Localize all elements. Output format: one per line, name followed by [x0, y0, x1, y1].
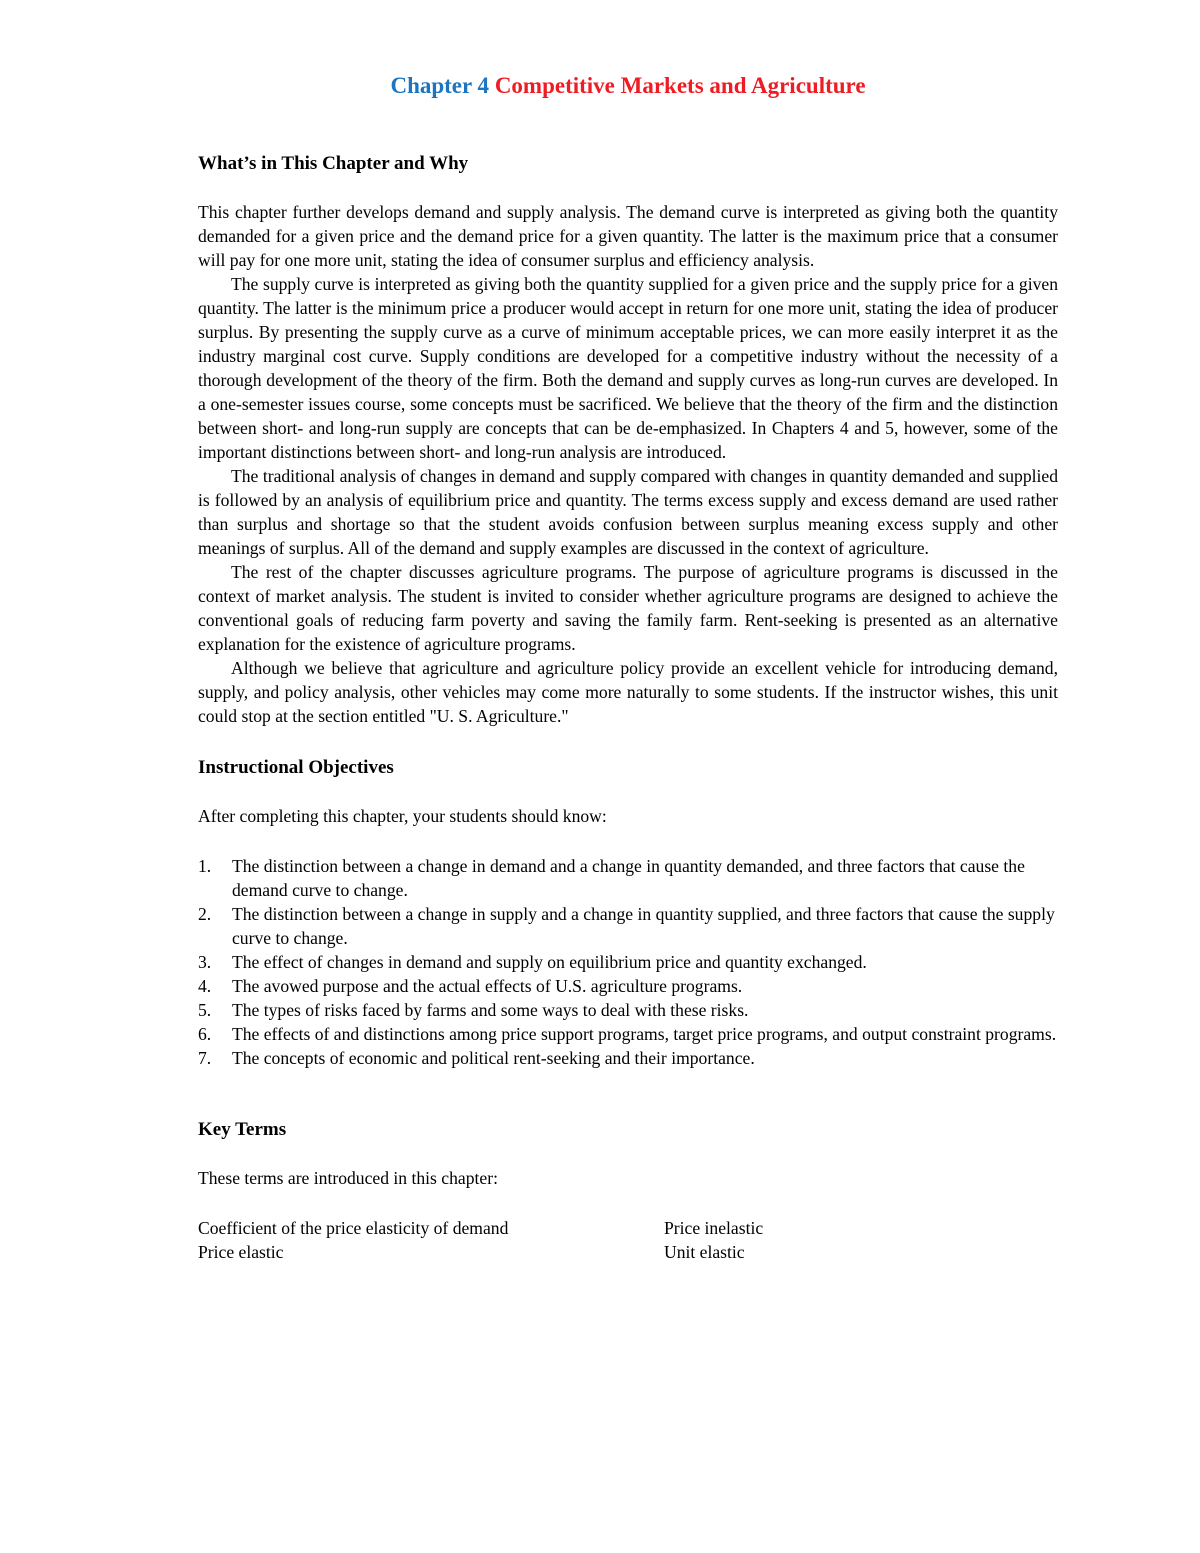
list-item [198, 974, 1058, 998]
list-number: 1. [198, 856, 212, 876]
list-number: 4. [198, 976, 212, 996]
paragraph: This chapter further develops demand and supply analysis. The demand curve is interpreted as giving both the quantity demanded for a given price and the demand price for a given quantity. The latter is the maximum price that a consumer will pay for one more unit, stating the idea of consumer surplus and efficiency analysis. [198, 202, 1058, 270]
page-title [198, 68, 1058, 104]
list-item [198, 950, 1058, 974]
key-term: Unit elastic [664, 1242, 745, 1262]
list-item [198, 1046, 1058, 1070]
paragraph: The traditional analysis of changes in demand and supply compared with changes in quantity demanded and supplied is followed by an analysis of equilibrium price and quantity. The terms excess supply and excess demand are used rather than surplus and shortage so that the student avoids confusion between surplus meaning excess supply and other meanings of surplus. All of the demand and supply examples are discussed in the context of agriculture. [198, 466, 1058, 558]
key-term: Coefficient of the price elasticity of demand [198, 1218, 509, 1238]
list-text: The effect of changes in demand and supply on equilibrium price and quantity exchanged. [232, 952, 867, 972]
list-item [198, 998, 1058, 1022]
key-term: Price elastic [198, 1242, 284, 1262]
list-number: 3. [198, 952, 212, 972]
section-heading-objectives: Instructional Objectives [198, 757, 394, 778]
paragraph: The rest of the chapter discusses agriculture programs. The purpose of agriculture programs is discussed in the context of market analysis. The student is invited to consider whether agriculture programs are designed to achieve the conventional goals of reducing farm poverty and saving the family farm. Rent-seeking is presented as an alternative explanation for the existence of agriculture programs. [198, 562, 1058, 654]
list-text: The avowed purpose and the actual effects of U.S. agriculture programs. [232, 976, 743, 996]
paragraph: The supply curve is interpreted as giving both the quantity supplied for a given price and the supply price for a given quantity. The latter is the minimum price a producer would accept in return for one more unit, stating the idea of producer surplus. By presenting the supply curve as a curve of minimum acceptable prices, we can more easily interpret it as the industry marginal cost curve. Supply conditions are developed for a competitive industry without the necessity of a thorough development of the theory of the firm. Both the demand and supply curves as long-run curves are developed. In a one-semester issues course, some concepts must be sacrificed. We believe that the theory of the firm and the distinction between short- and long-run supply are concepts that can be de-emphasized. In Chapters 4 and 5, however, some of the important distinctions between short- and long-run analysis are introduced. [198, 274, 1058, 462]
list-text: The effects of and distinctions among price support programs, target price programs, and output constraint programs. [232, 1024, 1057, 1044]
list-text: The distinction between a change in supply and a change in quantity supplied, and three factors that cause the supply curve to change. [232, 904, 1055, 948]
list-text: The concepts of economic and political rent-seeking and their importance. [232, 1048, 755, 1068]
section-body-why [198, 200, 1058, 728]
chapter-name: Competitive Markets and Agriculture [494, 73, 866, 98]
key-term: Price inelastic [664, 1218, 764, 1238]
key-terms-grid [198, 1216, 1058, 1264]
list-number: 2. [198, 904, 212, 924]
list-number: 7. [198, 1048, 212, 1068]
document-page [198, 68, 1058, 1264]
chapter-number: Chapter 4 [390, 73, 490, 98]
section-heading-key-terms: Key Terms [198, 1119, 287, 1140]
list-number: 6. [198, 1024, 212, 1044]
objectives-list [198, 854, 1058, 1070]
list-text: The distinction between a change in demand and a change in quantity demanded, and three factors that cause the demand curve to change. [232, 856, 1025, 900]
paragraph: Although we believe that agriculture and agriculture policy provide an excellent vehicle for introducing demand, supply, and policy analysis, other vehicles may come more naturally to some students. If the instructor wishes, this unit could stop at the section entitled "U. S. Agriculture." [198, 658, 1058, 726]
list-item [198, 902, 1058, 950]
list-number: 5. [198, 1000, 212, 1020]
list-item [198, 854, 1058, 902]
list-text: The types of risks faced by farms and some ways to deal with these risks. [232, 1000, 749, 1020]
key-terms-intro: These terms are introduced in this chapter: [198, 1168, 498, 1188]
list-item [198, 1022, 1058, 1046]
section-heading-why: What’s in This Chapter and Why [198, 153, 469, 174]
objectives-intro: After completing this chapter, your students should know: [198, 806, 607, 826]
